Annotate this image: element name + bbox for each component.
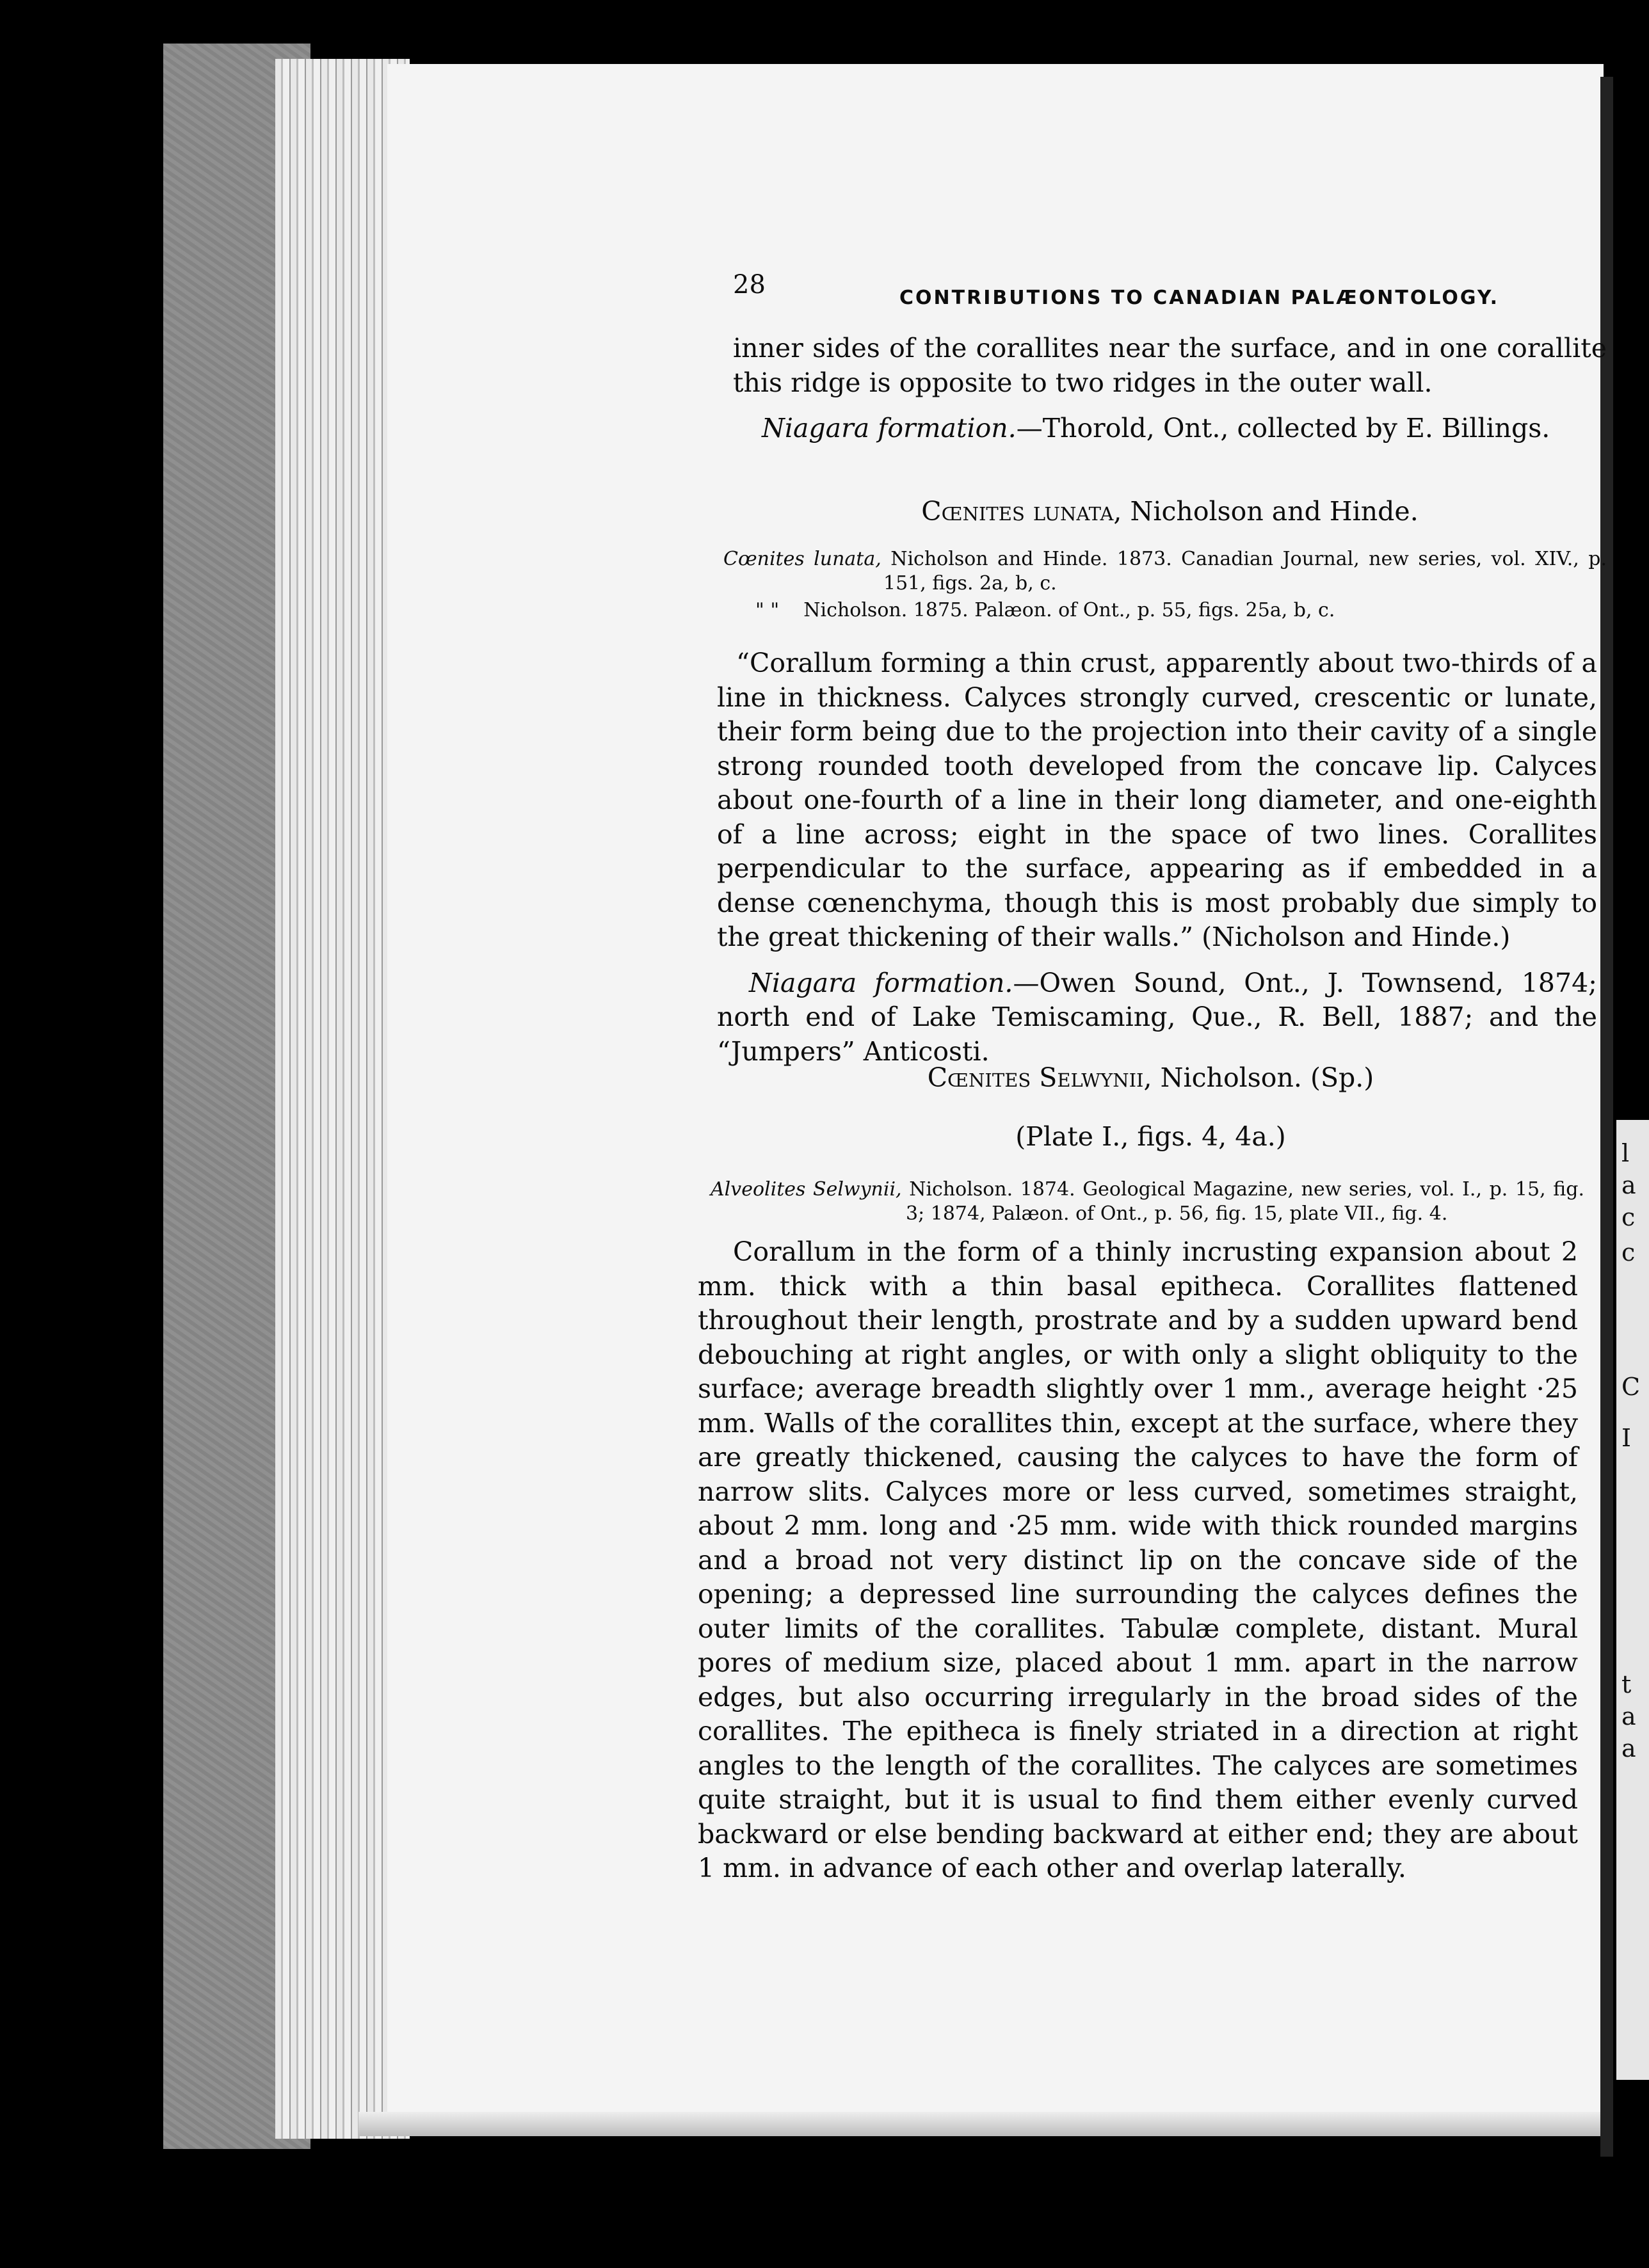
synonym-citation: Nicholson. 1875. Palæon. of Ont., p. 55, figs. 25a, b, c. — [803, 599, 1335, 621]
fragment-letter: c — [1621, 1203, 1636, 1231]
intro-section — [733, 331, 1607, 446]
page-number: 28 — [733, 270, 766, 299]
synonym-ditto: " " — [755, 599, 780, 621]
species-authors: Nicholson. (Sp.) — [1160, 1062, 1374, 1093]
adjacent-page-fragment — [1616, 1120, 1649, 2080]
locality-paragraph — [717, 966, 1597, 1069]
fragment-letter: a — [1621, 1171, 1636, 1199]
continuation-paragraph: inner sides of the corallites near the surface, and in one corallite this ridge is opposite to two ridges in the outer wall. — [733, 333, 1607, 398]
synonym-citation: Nicholson and Hinde. 1873. Canadian Journal, new series, vol. XIV., p. 151, figs. 2a, b, c. — [883, 548, 1607, 595]
synonym-entry — [711, 1178, 1584, 1226]
synonym-name: Cœnites lunata, — [723, 548, 881, 570]
description-paragraph: “Corallum forming a thin crust, apparently about two-thirds of a line in thickness. Calyces strongly curved, crescentic or lunate, their form being due to the projection into their cavity of a single strong rounded tooth developed from the concave lip. Calyces about one-fourth of a line in their long diameter, and one-eighth of a line across; eight in the space of two lines. Corallites perpendicular to the surface, appearing as if embedded in a dense cœnenchyma, though this is most probably due simply to the great thickening of their walls.” (Nicholson and Hinde.) — [717, 648, 1597, 952]
synonymy-list — [723, 547, 1607, 623]
species-authors: Nicholson and Hinde. — [1130, 496, 1419, 527]
locality-paragraph — [733, 411, 1607, 446]
species-name: Cœnites Selwynii, — [927, 1062, 1152, 1093]
species-description — [717, 646, 1597, 1069]
running-title: CONTRIBUTIONS TO CANADIAN PALÆONTOLOGY. — [899, 287, 1500, 309]
species-name: Cœnites lunata, — [921, 496, 1122, 527]
plate-reference: (Plate I., figs. 4, 4a.) — [1015, 1121, 1286, 1152]
locality-text: —Owen Sound, Ont., J. Townsend, 1874; north end of Lake Temiscaming, Que., R. Bell, 1887; and the “Jumpers” Anticosti. — [717, 967, 1597, 1067]
fragment-letter: a — [1621, 1702, 1636, 1730]
formation-label: Niagara formation. — [749, 967, 1013, 998]
synonym-citation: Nicholson. 1874. Geological Magazine, new series, vol. I., p. 15, fig. 3; 1874, Palæon. of Ont., p. 56, fig. 15, plate VII., fig. 4. — [906, 1178, 1584, 1225]
fragment-letter: I — [1621, 1424, 1632, 1452]
synonym-name: Alveolites Selwynii, — [711, 1178, 902, 1201]
formation-label: Niagara formation. — [762, 413, 1017, 443]
species-heading — [733, 496, 1607, 527]
species-description — [698, 1235, 1578, 1886]
description-paragraph: Corallum in the form of a thinly incrusting expansion about 2 mm. thick with a thin basal epitheca. Corallites flattened throughout their length, prostrate and by a sudden upward bend debouching at right angles, or with only a slight obliquity to the surface; average breadth slightly over 1 mm., average height ·25 mm. Walls of the corallites thin, except at the surface, where they are greatly thickened, causing the calyces to have the form of narrow slits. Calyces more or less curved, sometimes straight, about 2 mm. long and ·25 mm. wide with thick rounded margins and a broad not very distinct lip on the concave side of the opening; a depressed line surrounding the calyces defines the outer limits of the corallites. Tabulæ complete, distant. Mural pores of medium size, placed about 1 mm. apart in the narrow edges, but also occurring irregularly in the broad sides of the corallites. The epitheca is finely striated in a direction at right angles to the length of the corallites. The calyces are sometimes quite straight, but it is usual to find them either evenly curved backward or else bending backward at either end; they are about 1 mm. in advance of each other and overlap laterally. — [698, 1236, 1578, 1883]
synonym-entry — [723, 598, 1607, 623]
species-heading — [711, 1062, 1591, 1093]
fragment-letter: l — [1621, 1139, 1630, 1167]
synonym-entry — [723, 547, 1607, 596]
synonymy-list — [711, 1178, 1584, 1226]
fragment-letter: c — [1621, 1238, 1636, 1266]
fragment-letter: C — [1621, 1373, 1641, 1401]
locality-text: —Thorold, Ont., collected by E. Billings. — [1016, 413, 1550, 443]
page-bottom-edge — [358, 2112, 1613, 2136]
fragment-letter: t — [1621, 1670, 1632, 1698]
fragment-letter: a — [1621, 1734, 1636, 1762]
